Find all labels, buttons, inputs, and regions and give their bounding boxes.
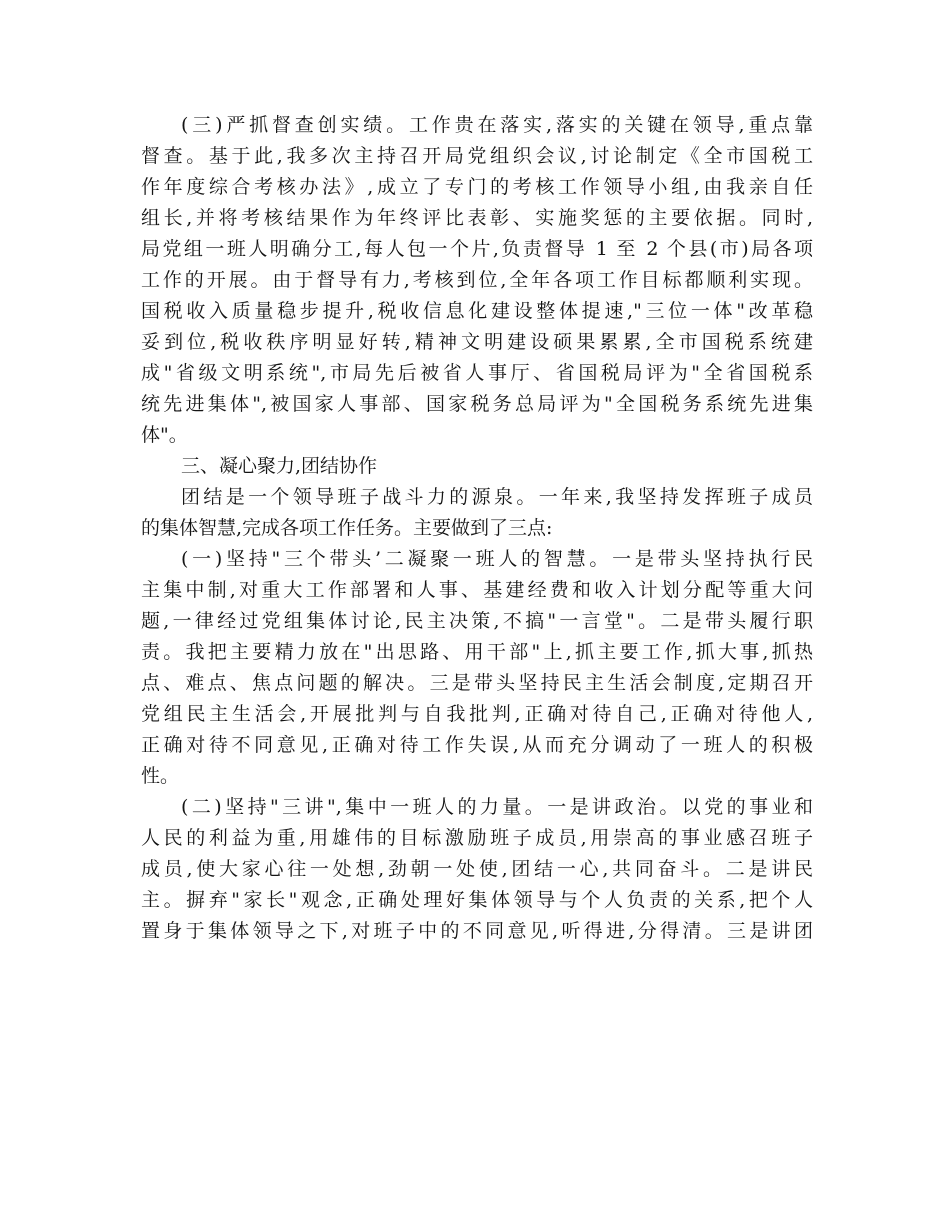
text-line: (一)坚持"三个带头’二凝聚一班人的智慧。一是带头坚持执行民 — [181, 548, 813, 570]
text-line: 统先进集体",被国家人事部、国家税务总局评为"全国税务系统先进集 — [141, 393, 813, 415]
text-line: 组长,并将考核结果作为年终评比表彰、实施奖惩的主要依据。同时, — [141, 207, 813, 229]
text-line: 人民的利益为重,用雄伟的目标激励班子成员,用崇高的事业感召班子 — [141, 827, 813, 849]
text-line: 作年度综合考核办法》,成立了专门的考核工作领导小组,由我亲自任 — [141, 176, 813, 198]
paragraph-three-talks — [141, 792, 813, 947]
paragraph-three-leads — [141, 544, 813, 792]
text-line: 主。摒弃"家长"观念,正确处理好集体领导与个人负责的关系,把个人 — [141, 889, 813, 911]
text-line: 责。我把主要精力放在"出思路、用干部"上,抓主要工作,抓大事,抓热 — [141, 641, 813, 663]
text-line: 国税收入质量稳步提升,税收信息化建设整体提速,"三位一体"改革稳 — [141, 300, 813, 322]
text-line: 成"省级文明系统",市局先后被省人事厅、省国税局评为"全省国税系 — [141, 362, 813, 384]
paragraph-supervision — [141, 110, 813, 451]
section-heading: 三、凝心聚力,团结协作 — [181, 455, 378, 477]
text-line: 性。 — [141, 765, 180, 787]
text-line: 团结是一个领导班子战斗力的源泉。一年来,我坚持发挥班子成员 — [181, 486, 813, 508]
text-line: 点、难点、焦点问题的解决。三是带头坚持民主生活会制度,定期召开 — [141, 672, 813, 694]
document-body — [141, 110, 813, 947]
paragraph-unity-intro — [141, 482, 813, 544]
text-line: 的集体智慧,完成各项工作任务。主要做到了三点: — [141, 517, 553, 539]
text-line: 置身于集体领导之下,对班子中的不同意见,听得进,分得清。三是讲团 — [141, 920, 813, 942]
text-line: 主集中制,对重大工作部署和人事、基建经费和收入计划分配等重大问 — [141, 579, 813, 601]
text-line: 局党组一班人明确分工,每人包一个片,负责督导 1 至 2 个县(市)局各项 — [141, 238, 813, 260]
text-line: 督查。基于此,我多次主持召开局党组织会议,讨论制定《全市国税工 — [141, 145, 813, 167]
text-line: 成员,使大家心往一处想,劲朝一处使,团结一心,共同奋斗。二是讲民 — [141, 858, 813, 880]
text-line: (三)严抓督查创实绩。工作贵在落实,落实的关键在领导,重点靠 — [181, 114, 813, 136]
text-line: 党组民主生活会,开展批判与自我批判,正确对待自己,正确对待他人, — [141, 703, 813, 725]
text-line: 工作的开展。由于督导有力,考核到位,全年各项工作目标都顺利实现。 — [141, 269, 813, 291]
text-line: 妥到位,税收秩序明显好转,精神文明建设硕果累累,全市国税系统建 — [141, 331, 813, 353]
text-line: 体"。 — [141, 424, 188, 446]
text-line: 正确对待不同意见,正确对待工作失误,从而充分调动了一班人的积极 — [141, 734, 813, 756]
text-line: 题,一律经过党组集体讨论,民主决策,不搞"一言堂"。二是带头履行职 — [141, 610, 813, 632]
text-line: (二)坚持"三讲",集中一班人的力量。一是讲政治。以党的事业和 — [181, 796, 813, 818]
